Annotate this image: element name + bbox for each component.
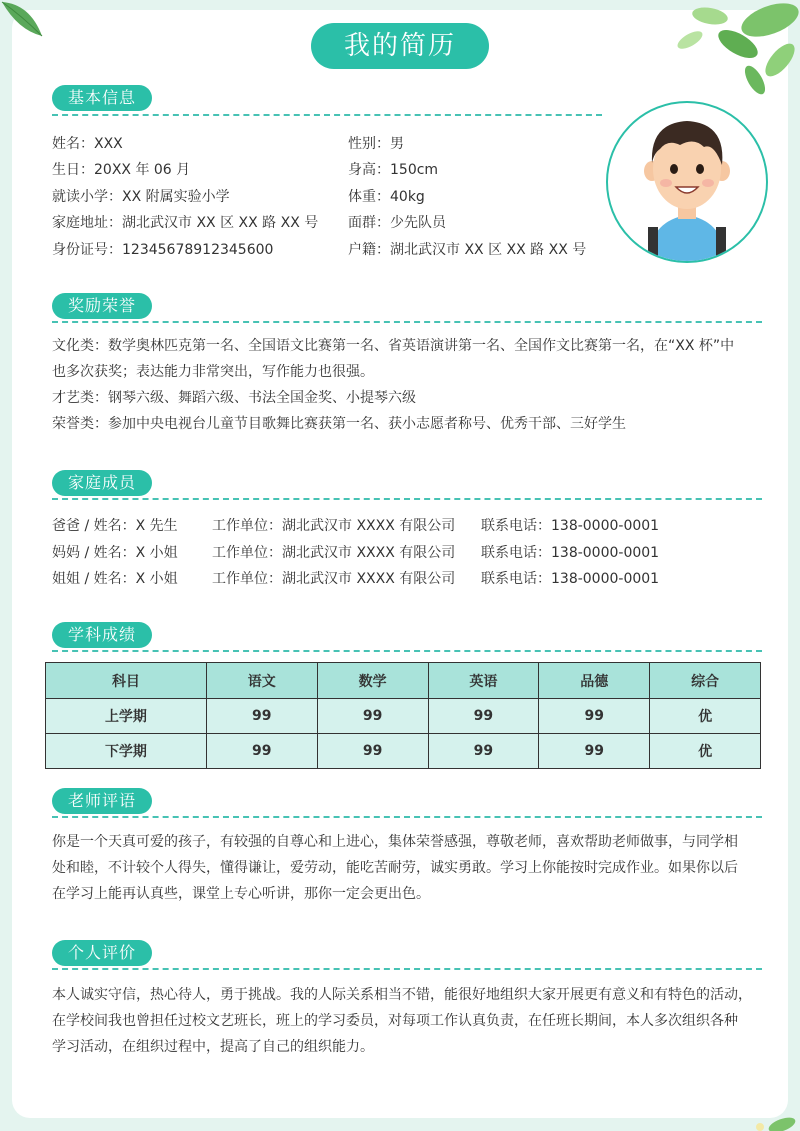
section-divider xyxy=(52,968,762,970)
section-divider xyxy=(52,650,762,652)
table-cell: 下学期 xyxy=(46,734,207,769)
family-phone: 联系电话：138-0000-0001 xyxy=(481,545,660,561)
basic-birthday: 生日：20XX 年 06 月 xyxy=(52,162,191,178)
teacher-comment xyxy=(52,829,752,907)
table-cell: 99 xyxy=(539,734,650,769)
column-header: 数学 xyxy=(317,663,428,699)
awards-text xyxy=(52,333,752,437)
table-cell: 99 xyxy=(206,734,317,769)
awards-line: 也多次获奖；表达能力非常突出，写作能力也很强。 xyxy=(52,364,374,380)
basic-height: 身高：150cm xyxy=(348,162,439,178)
awards-line: 荣誉类：参加中央电视台儿童节目歌舞比赛获第一名、获小志愿者称号、优秀干部、三好学生 xyxy=(52,416,626,432)
teacher-comment-line: 处和睦，不计较个人得失，懂得谦让，爱劳动，能吃苦耐劳，诚实勇敢。学习上你能按时完成作业。如果你以后 xyxy=(52,860,738,876)
section-divider xyxy=(52,816,762,818)
basic-gender: 性别：男 xyxy=(348,136,404,152)
section-divider xyxy=(52,114,602,116)
teacher-comment-line: 在学习上能再认真些，课堂上专心听讲，那你一定会更出色。 xyxy=(52,886,430,902)
awards-line: 才艺类：钢琴六级、舞蹈六级、书法全国金奖、小提琴六级 xyxy=(52,390,416,406)
family-member: 妈妈 / 姓名：X 小姐 xyxy=(52,545,178,561)
table-cell: 99 xyxy=(317,734,428,769)
basic-address: 家庭地址：湖北武汉市 XX 区 XX 路 XX 号 xyxy=(52,215,319,231)
grades-table xyxy=(45,662,761,769)
column-header: 综合 xyxy=(650,663,761,699)
leaf-decoration-bottom-right xyxy=(730,1107,800,1131)
self-evaluation-line: 学习活动，在组织过程中，提高了自己的组织能力。 xyxy=(52,1039,374,1055)
family-member: 爸爸 / 姓名：X 先生 xyxy=(52,518,178,534)
leaf-decoration-top-left xyxy=(0,0,60,50)
table-row xyxy=(46,699,761,734)
basic-weight: 体重：40kg xyxy=(348,189,425,205)
section-title-teacher: 老师评语 xyxy=(52,788,152,814)
teacher-comment-line: 你是一个天真可爱的孩子，有较强的自尊心和上进心，集体荣誉感强，尊敬老师，喜欢帮助老师做事，与同学相 xyxy=(52,834,738,850)
table-row xyxy=(46,734,761,769)
self-evaluation xyxy=(52,982,752,1060)
table-cell: 99 xyxy=(539,699,650,734)
awards-line: 文化类：数学奥林匹克第一名、全国语文比赛第一名、省英语演讲第一名、全国作文比赛第一名，在“XX 杯”中 xyxy=(52,338,735,354)
column-header: 科目 xyxy=(46,663,207,699)
table-cell: 99 xyxy=(317,699,428,734)
avatar xyxy=(606,101,768,263)
column-header: 品德 xyxy=(539,663,650,699)
column-header: 英语 xyxy=(428,663,539,699)
family-phone: 联系电话：138-0000-0001 xyxy=(481,518,660,534)
basic-political: 面群：少先队员 xyxy=(348,215,446,231)
family-phone: 联系电话：138-0000-0001 xyxy=(481,571,660,587)
family-work: 工作单位：湖北武汉市 XXXX 有限公司 xyxy=(212,518,456,534)
table-cell: 99 xyxy=(428,699,539,734)
table-cell: 上学期 xyxy=(46,699,207,734)
table-cell: 优 xyxy=(650,699,761,734)
table-cell: 优 xyxy=(650,734,761,769)
section-title-awards: 奖励荣誉 xyxy=(52,293,152,319)
table-header-row xyxy=(46,663,761,699)
section-divider xyxy=(52,321,762,323)
basic-name: 姓名：XXX xyxy=(52,136,123,152)
section-title-self: 个人评价 xyxy=(52,940,152,966)
family-work: 工作单位：湖北武汉市 XXXX 有限公司 xyxy=(212,571,456,587)
self-evaluation-line: 本人诚实守信，热心待人，勇于挑战。我的人际关系相当不错，能很好地组织大家开展更有意义和有特色的活动， xyxy=(52,987,752,1003)
section-title-family: 家庭成员 xyxy=(52,470,152,496)
basic-school: 就读小学：XX 附属实验小学 xyxy=(52,189,230,205)
boy-avatar-icon xyxy=(608,103,766,261)
page-title: 我的简历 xyxy=(311,23,489,69)
leaf-decoration-top-right xyxy=(620,0,800,100)
family-member: 姐姐 / 姓名：X 小姐 xyxy=(52,571,178,587)
self-evaluation-line: 在学校间我也曾担任过校文艺班长，班上的学习委员，对每项工作认真负责，在任班长期间，本人多次组织各种 xyxy=(52,1013,738,1029)
table-cell: 99 xyxy=(428,734,539,769)
section-title-basic: 基本信息 xyxy=(52,85,152,111)
basic-hukou: 户籍：湖北武汉市 XX 区 XX 路 XX 号 xyxy=(348,242,587,258)
family-work: 工作单位：湖北武汉市 XXXX 有限公司 xyxy=(212,545,456,561)
section-divider xyxy=(52,498,762,500)
section-title-grades: 学科成绩 xyxy=(52,622,152,648)
column-header: 语文 xyxy=(206,663,317,699)
table-cell: 99 xyxy=(206,699,317,734)
basic-id: 身份证号：12345678912345600 xyxy=(52,242,274,258)
